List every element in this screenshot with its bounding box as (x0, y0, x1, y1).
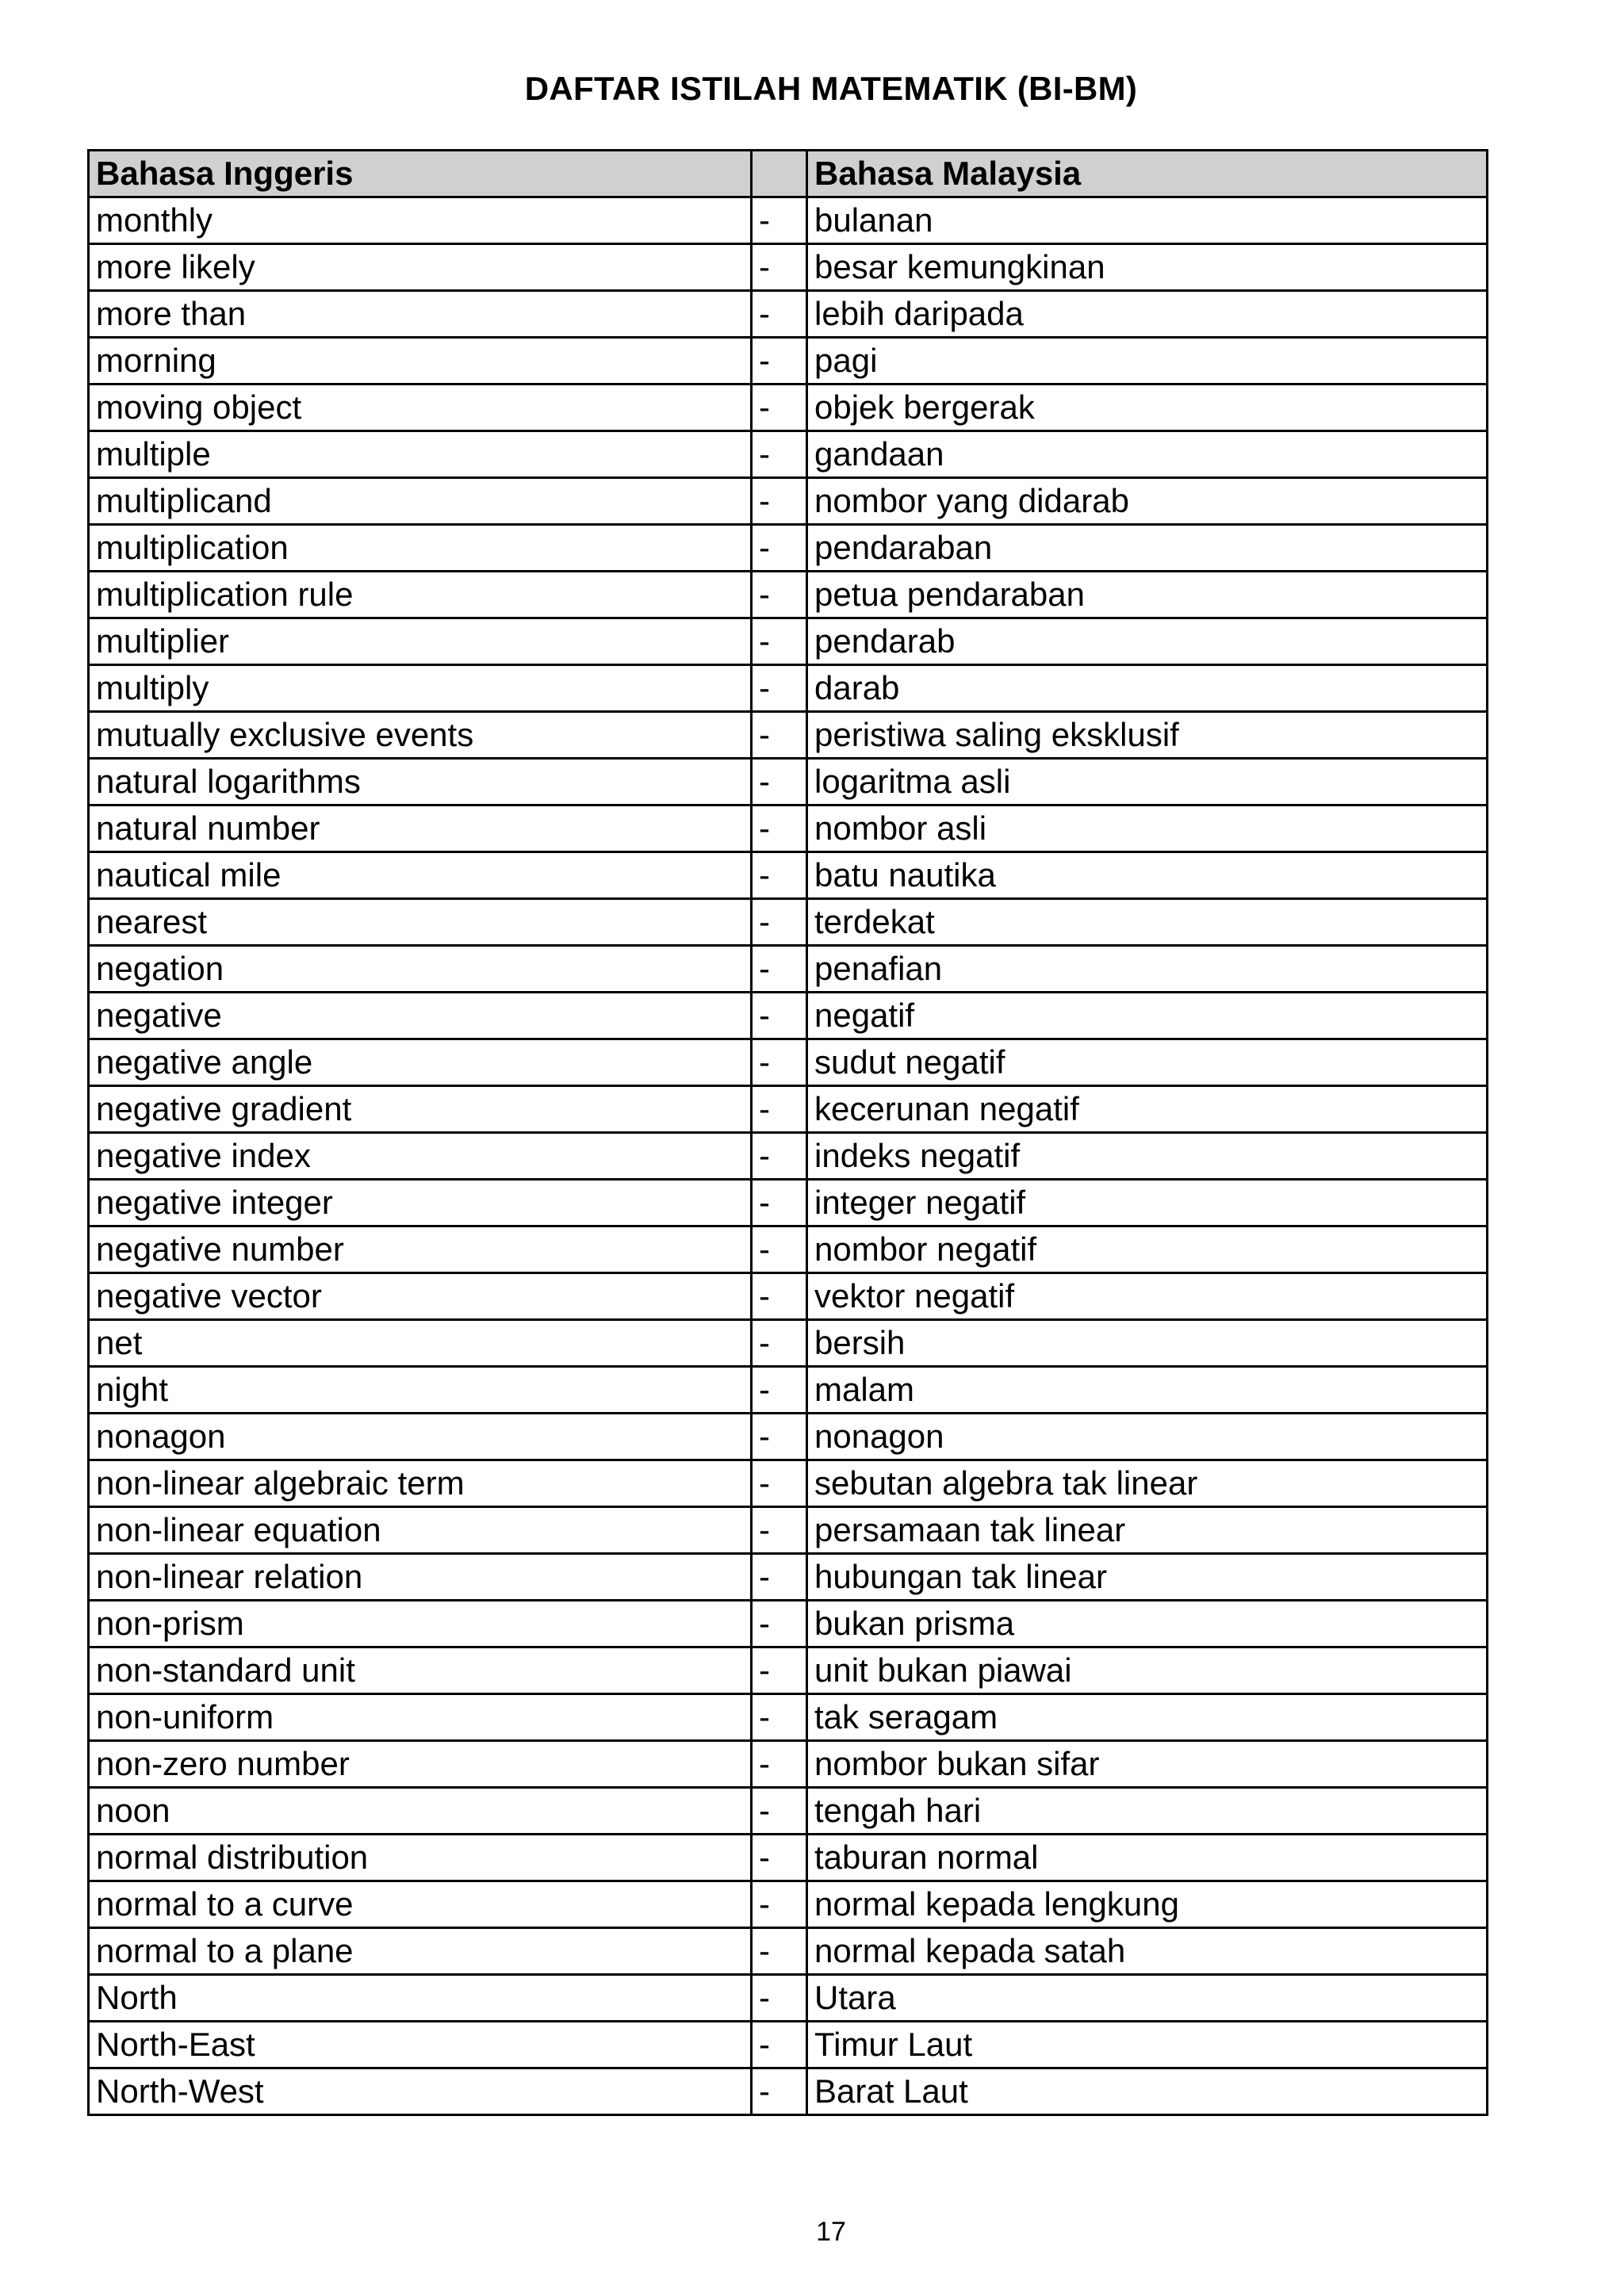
table-row (89, 1835, 1488, 1881)
term-separator: - (752, 1414, 807, 1460)
term-separator: - (752, 2022, 807, 2068)
term-separator: - (752, 1039, 807, 1086)
table-row (89, 1601, 1488, 1647)
term-malay: tengah hari (807, 1788, 1488, 1835)
table-header (89, 151, 1488, 197)
term-malay: logaritma asli (807, 759, 1488, 806)
term-separator: - (752, 1741, 807, 1788)
page-number: 17 (816, 2217, 846, 2247)
term-english: non-zero number (89, 1741, 752, 1788)
term-malay: normal kepada lengkung (807, 1881, 1488, 1928)
page-title: DAFTAR ISTILAH MATEMATIK (BI-BM) (524, 70, 1138, 107)
term-english: morning (89, 338, 752, 385)
term-separator: - (752, 1180, 807, 1226)
term-english: negative integer (89, 1180, 752, 1226)
table-row (89, 1133, 1488, 1180)
term-english: negative number (89, 1226, 752, 1273)
table-row (89, 197, 1488, 244)
table-row (89, 1226, 1488, 1273)
term-malay: Barat Laut (807, 2068, 1488, 2115)
table-row (89, 478, 1488, 525)
table-row (89, 1507, 1488, 1554)
term-english: multiply (89, 665, 752, 712)
term-separator: - (752, 197, 807, 244)
term-english: multiplier (89, 618, 752, 665)
table-row (89, 759, 1488, 806)
term-malay: pendarab (807, 618, 1488, 665)
term-malay: Utara (807, 1975, 1488, 2022)
term-english: monthly (89, 197, 752, 244)
term-english: non-linear relation (89, 1554, 752, 1601)
term-separator: - (752, 1226, 807, 1273)
table-row (89, 1180, 1488, 1226)
term-english: negative vector (89, 1273, 752, 1320)
table-row (89, 665, 1488, 712)
table-row (89, 572, 1488, 618)
table-row (89, 618, 1488, 665)
term-english: natural logarithms (89, 759, 752, 806)
term-separator: - (752, 759, 807, 806)
term-malay: hubungan tak linear (807, 1554, 1488, 1601)
term-malay: tak seragam (807, 1694, 1488, 1741)
term-separator: - (752, 806, 807, 852)
table-row (89, 1367, 1488, 1414)
term-malay: nombor asli (807, 806, 1488, 852)
term-english: negative angle (89, 1039, 752, 1086)
term-malay: integer negatif (807, 1180, 1488, 1226)
term-malay: kecerunan negatif (807, 1086, 1488, 1133)
term-separator: - (752, 291, 807, 338)
term-separator: - (752, 1367, 807, 1414)
table-row (89, 1414, 1488, 1460)
table-row (89, 244, 1488, 291)
term-separator: - (752, 1460, 807, 1507)
term-separator: - (752, 712, 807, 759)
term-malay: objek bergerak (807, 385, 1488, 431)
table-row (89, 1881, 1488, 1928)
term-english: mutually exclusive events (89, 712, 752, 759)
term-english: more likely (89, 244, 752, 291)
term-malay: malam (807, 1367, 1488, 1414)
term-separator: - (752, 1133, 807, 1180)
term-malay: terdekat (807, 899, 1488, 946)
term-separator: - (752, 1554, 807, 1601)
table-row (89, 993, 1488, 1039)
term-malay: peristiwa saling eksklusif (807, 712, 1488, 759)
term-english: net (89, 1320, 752, 1367)
term-english: negation (89, 946, 752, 993)
header-english: Bahasa Inggeris (89, 151, 752, 197)
term-malay: penafian (807, 946, 1488, 993)
term-malay: indeks negatif (807, 1133, 1488, 1180)
table-row (89, 525, 1488, 572)
term-malay: vektor negatif (807, 1273, 1488, 1320)
header-row (89, 151, 1488, 197)
term-malay: bersih (807, 1320, 1488, 1367)
term-malay: nombor yang didarab (807, 478, 1488, 525)
term-malay: negatif (807, 993, 1488, 1039)
table-row (89, 712, 1488, 759)
term-english: non-linear algebraic term (89, 1460, 752, 1507)
term-malay: persamaan tak linear (807, 1507, 1488, 1554)
term-malay: sebutan algebra tak linear (807, 1460, 1488, 1507)
term-english: multiplicand (89, 478, 752, 525)
term-english: negative index (89, 1133, 752, 1180)
term-separator: - (752, 1881, 807, 1928)
term-separator: - (752, 946, 807, 993)
term-english: more than (89, 291, 752, 338)
term-malay: petua pendaraban (807, 572, 1488, 618)
term-malay: gandaan (807, 431, 1488, 478)
table-row (89, 1975, 1488, 2022)
table-row (89, 1039, 1488, 1086)
term-malay: lebih daripada (807, 291, 1488, 338)
table-row (89, 2022, 1488, 2068)
table-row (89, 338, 1488, 385)
term-english: normal to a plane (89, 1928, 752, 1975)
term-separator: - (752, 1694, 807, 1741)
table-row (89, 1928, 1488, 1975)
table-row (89, 1554, 1488, 1601)
term-separator: - (752, 1320, 807, 1367)
term-separator: - (752, 852, 807, 899)
term-separator: - (752, 993, 807, 1039)
term-malay: nombor bukan sifar (807, 1741, 1488, 1788)
term-separator: - (752, 1647, 807, 1694)
table-row (89, 946, 1488, 993)
header-separator (752, 151, 807, 197)
table-body (89, 197, 1488, 2115)
table-row (89, 2068, 1488, 2115)
table-row (89, 1460, 1488, 1507)
table-row (89, 1086, 1488, 1133)
term-malay: besar kemungkinan (807, 244, 1488, 291)
term-english: multiplication rule (89, 572, 752, 618)
term-separator: - (752, 899, 807, 946)
term-english: moving object (89, 385, 752, 431)
term-english: normal distribution (89, 1835, 752, 1881)
term-english: noon (89, 1788, 752, 1835)
table-row (89, 1320, 1488, 1367)
term-malay: unit bukan piawai (807, 1647, 1488, 1694)
term-english: nonagon (89, 1414, 752, 1460)
term-english: North (89, 1975, 752, 2022)
term-malay: normal kepada satah (807, 1928, 1488, 1975)
header-malay: Bahasa Malaysia (807, 151, 1488, 197)
table-row (89, 291, 1488, 338)
term-malay: darab (807, 665, 1488, 712)
table-row (89, 431, 1488, 478)
term-malay: pendaraban (807, 525, 1488, 572)
term-english: non-linear equation (89, 1507, 752, 1554)
term-malay: bukan prisma (807, 1601, 1488, 1647)
table-row (89, 852, 1488, 899)
term-separator: - (752, 1507, 807, 1554)
term-separator: - (752, 338, 807, 385)
term-malay: Timur Laut (807, 2022, 1488, 2068)
glossary-table (87, 149, 1488, 2116)
term-malay: bulanan (807, 197, 1488, 244)
term-english: negative gradient (89, 1086, 752, 1133)
term-separator: - (752, 431, 807, 478)
term-separator: - (752, 665, 807, 712)
term-malay: pagi (807, 338, 1488, 385)
table-row (89, 1694, 1488, 1741)
term-english: nearest (89, 899, 752, 946)
term-english: night (89, 1367, 752, 1414)
term-separator: - (752, 478, 807, 525)
term-separator: - (752, 572, 807, 618)
term-separator: - (752, 1273, 807, 1320)
term-malay: taburan normal (807, 1835, 1488, 1881)
term-malay: batu nautika (807, 852, 1488, 899)
term-separator: - (752, 1086, 807, 1133)
table-row (89, 1741, 1488, 1788)
term-separator: - (752, 1835, 807, 1881)
term-separator: - (752, 2068, 807, 2115)
term-english: non-standard unit (89, 1647, 752, 1694)
table-row (89, 1647, 1488, 1694)
term-english: normal to a curve (89, 1881, 752, 1928)
term-english: negative (89, 993, 752, 1039)
table-row (89, 1788, 1488, 1835)
table-row (89, 899, 1488, 946)
term-english: natural number (89, 806, 752, 852)
term-malay: nonagon (807, 1414, 1488, 1460)
term-english: North-West (89, 2068, 752, 2115)
term-english: multiplication (89, 525, 752, 572)
term-malay: sudut negatif (807, 1039, 1488, 1086)
term-separator: - (752, 1601, 807, 1647)
term-english: non-prism (89, 1601, 752, 1647)
term-separator: - (752, 618, 807, 665)
term-english: non-uniform (89, 1694, 752, 1741)
term-english: North-East (89, 2022, 752, 2068)
term-separator: - (752, 244, 807, 291)
term-separator: - (752, 385, 807, 431)
term-malay: nombor negatif (807, 1226, 1488, 1273)
table-row (89, 806, 1488, 852)
term-separator: - (752, 1788, 807, 1835)
term-english: nautical mile (89, 852, 752, 899)
term-separator: - (752, 525, 807, 572)
table-row (89, 1273, 1488, 1320)
term-separator: - (752, 1928, 807, 1975)
table-row (89, 385, 1488, 431)
term-separator: - (752, 1975, 807, 2022)
term-english: multiple (89, 431, 752, 478)
